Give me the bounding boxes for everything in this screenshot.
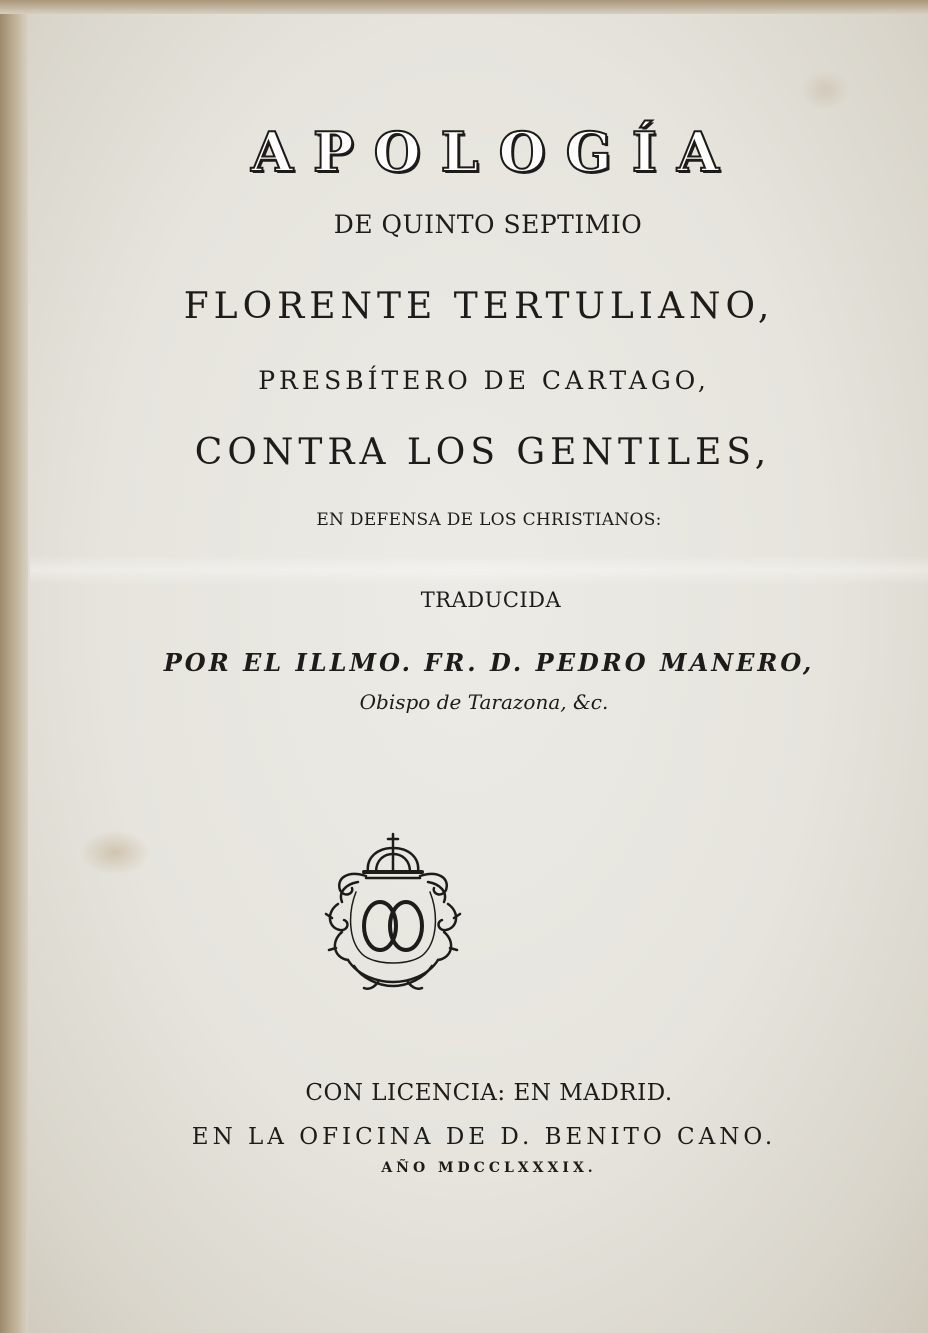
translator-name: POR EL ILLMO. FR. D. PEDRO MANERO, — [163, 648, 815, 677]
translated-label: TRADUCIDA — [420, 588, 562, 612]
book-title: APOLOGÍA — [251, 120, 739, 184]
work-purpose: EN DEFENSA DE LOS CHRISTIANOS: — [316, 510, 662, 530]
author-role: PRESBÍTERO DE CARTAGO, — [258, 366, 710, 395]
page-top-edge — [0, 0, 928, 14]
imprint-printer: EN LA OFICINA DE D. BENITO CANO. — [191, 1124, 777, 1150]
paper-fold — [30, 555, 928, 585]
author-name: FLORENTE TERTULIANO, — [183, 286, 775, 327]
imprint-year: AÑO MDCCLXXXIX. — [381, 1160, 597, 1176]
translator-role: Obispo de Tarazona, &c. — [359, 690, 609, 714]
imprint-license: CON LICENCIA: EN MADRID. — [305, 1080, 673, 1106]
work-subject: CONTRA LOS GENTILES, — [194, 432, 772, 473]
subtitle-line: DE QUINTO SEPTIMIO — [333, 210, 643, 239]
paper-stain-top — [800, 70, 850, 110]
crowned-monogram-emblem — [318, 832, 468, 992]
paper-stain — [80, 830, 150, 875]
